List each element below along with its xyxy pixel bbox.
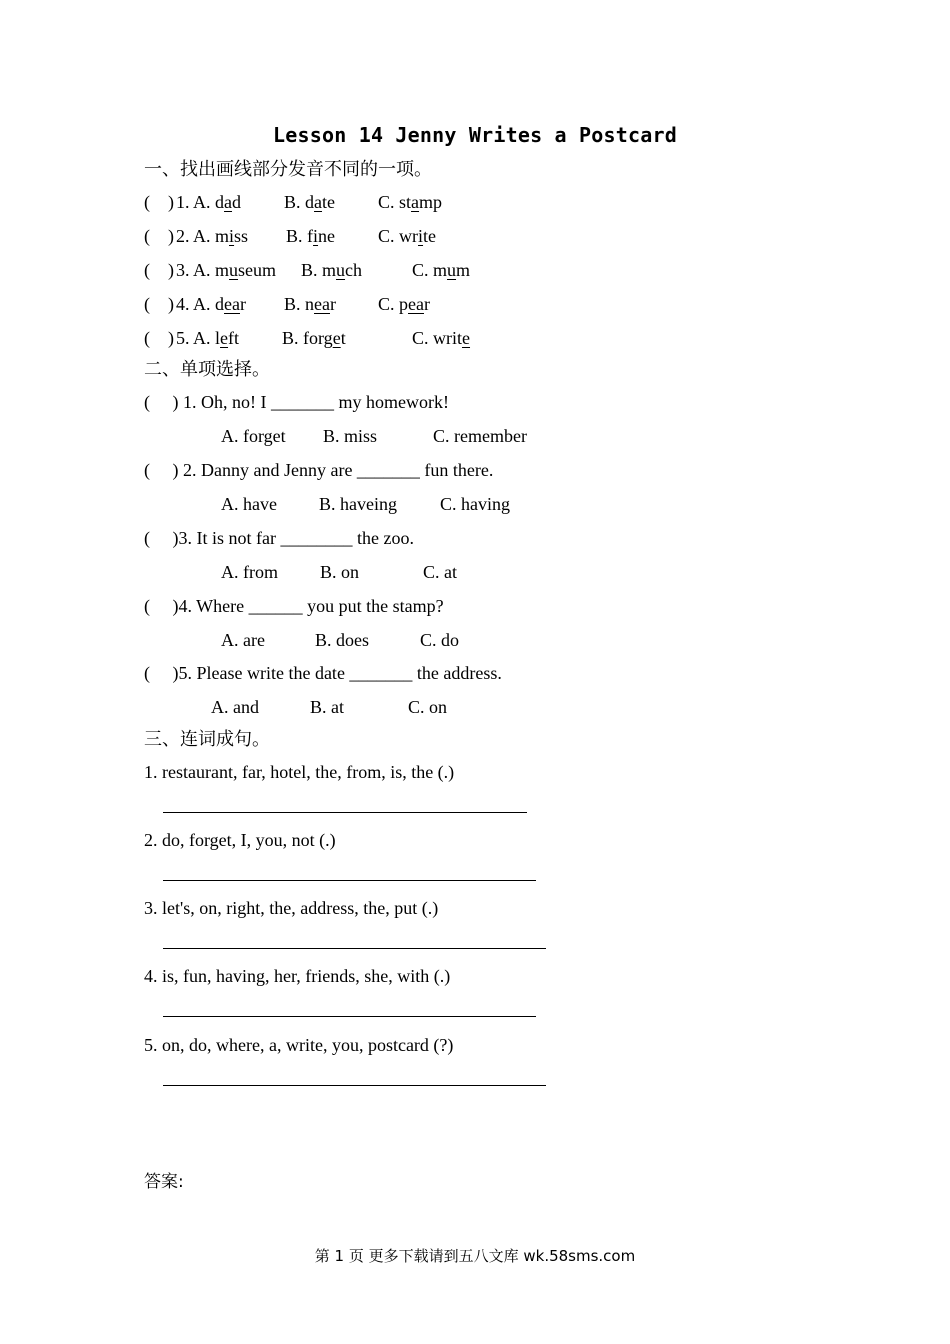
sentence-prompt: 1. restaurant, far, hotel, the, from, is, the (.) [144, 762, 455, 782]
answer-line [163, 812, 527, 813]
page-footer: 第 1 页 更多下载请到五八文库 wk.58sms.com [314, 1247, 636, 1265]
question-text: ( ) 1. Oh, no! I _______ my homework! [144, 392, 449, 412]
option-a: 5. A. left [176, 328, 240, 348]
option-a: A. have [221, 494, 277, 514]
answer-bracket: ( ) [144, 260, 174, 280]
option-c: C. remember [433, 426, 527, 446]
option-a: 2. A. miss [176, 226, 249, 246]
option-a: 4. A. dear [176, 294, 246, 314]
answer-bracket: ( ) [144, 328, 174, 348]
option-c: C. pear [378, 294, 430, 314]
answer-bracket: ( ) [144, 192, 174, 212]
option-b: B. near [284, 294, 336, 314]
option-a: 1. A. dad [176, 192, 242, 212]
option-c: C. at [423, 562, 457, 582]
option-c: C. write [378, 226, 437, 246]
option-c: C. stamp [378, 192, 443, 212]
option-b: B. haveing [319, 494, 397, 514]
option-b: B. at [310, 697, 344, 717]
answer-line [163, 1016, 536, 1017]
sentence-prompt: 2. do, forget, I, you, not (.) [144, 830, 336, 850]
option-c: C. mum [412, 260, 471, 280]
sentence-prompt: 3. let's, on, right, the, address, the, put (.) [144, 898, 439, 918]
option-a: 3. A. museum [176, 260, 277, 280]
option-b: B. forget [282, 328, 346, 348]
answer-label: 答案: [144, 1172, 184, 1192]
page-title: Lesson 14 Jenny Writes a Postcard [273, 123, 677, 147]
sentence-prompt: 4. is, fun, having, her, friends, she, with (.) [144, 966, 451, 986]
option-c: C. do [420, 630, 460, 650]
option-a: A. and [211, 697, 259, 717]
section2-heading: 二、单项选择。 [144, 359, 270, 380]
option-b: B. does [315, 630, 369, 650]
answer-bracket: ( ) [144, 226, 174, 246]
option-a: A. are [221, 630, 265, 650]
option-b: B. much [301, 260, 363, 280]
section1-heading: 一、找出画线部分发音不同的一项。 [144, 159, 432, 180]
option-c: C. on [408, 697, 448, 717]
question-text: ( )4. Where ______ you put the stamp? [144, 596, 444, 616]
answer-line [163, 880, 536, 881]
answer-line [163, 1085, 546, 1086]
question-text: ( )5. Please write the date _______ the address. [144, 663, 502, 683]
section3-heading: 三、连词成句。 [144, 729, 270, 750]
option-b: B. date [284, 192, 336, 212]
option-a: A. from [221, 562, 278, 582]
option-c: C. having [440, 494, 510, 514]
option-a: A. forget [221, 426, 286, 446]
option-b: B. on [320, 562, 360, 582]
sentence-prompt: 5. on, do, where, a, write, you, postcard (?) [144, 1035, 454, 1055]
answer-line [163, 948, 546, 949]
question-text: ( )3. It is not far ________ the zoo. [144, 528, 414, 548]
answer-bracket: ( ) [144, 294, 174, 314]
option-b: B. fine [286, 226, 336, 246]
question-text: ( ) 2. Danny and Jenny are _______ fun there. [144, 460, 494, 480]
option-c: C. write [412, 328, 471, 348]
option-b: B. miss [323, 426, 378, 446]
